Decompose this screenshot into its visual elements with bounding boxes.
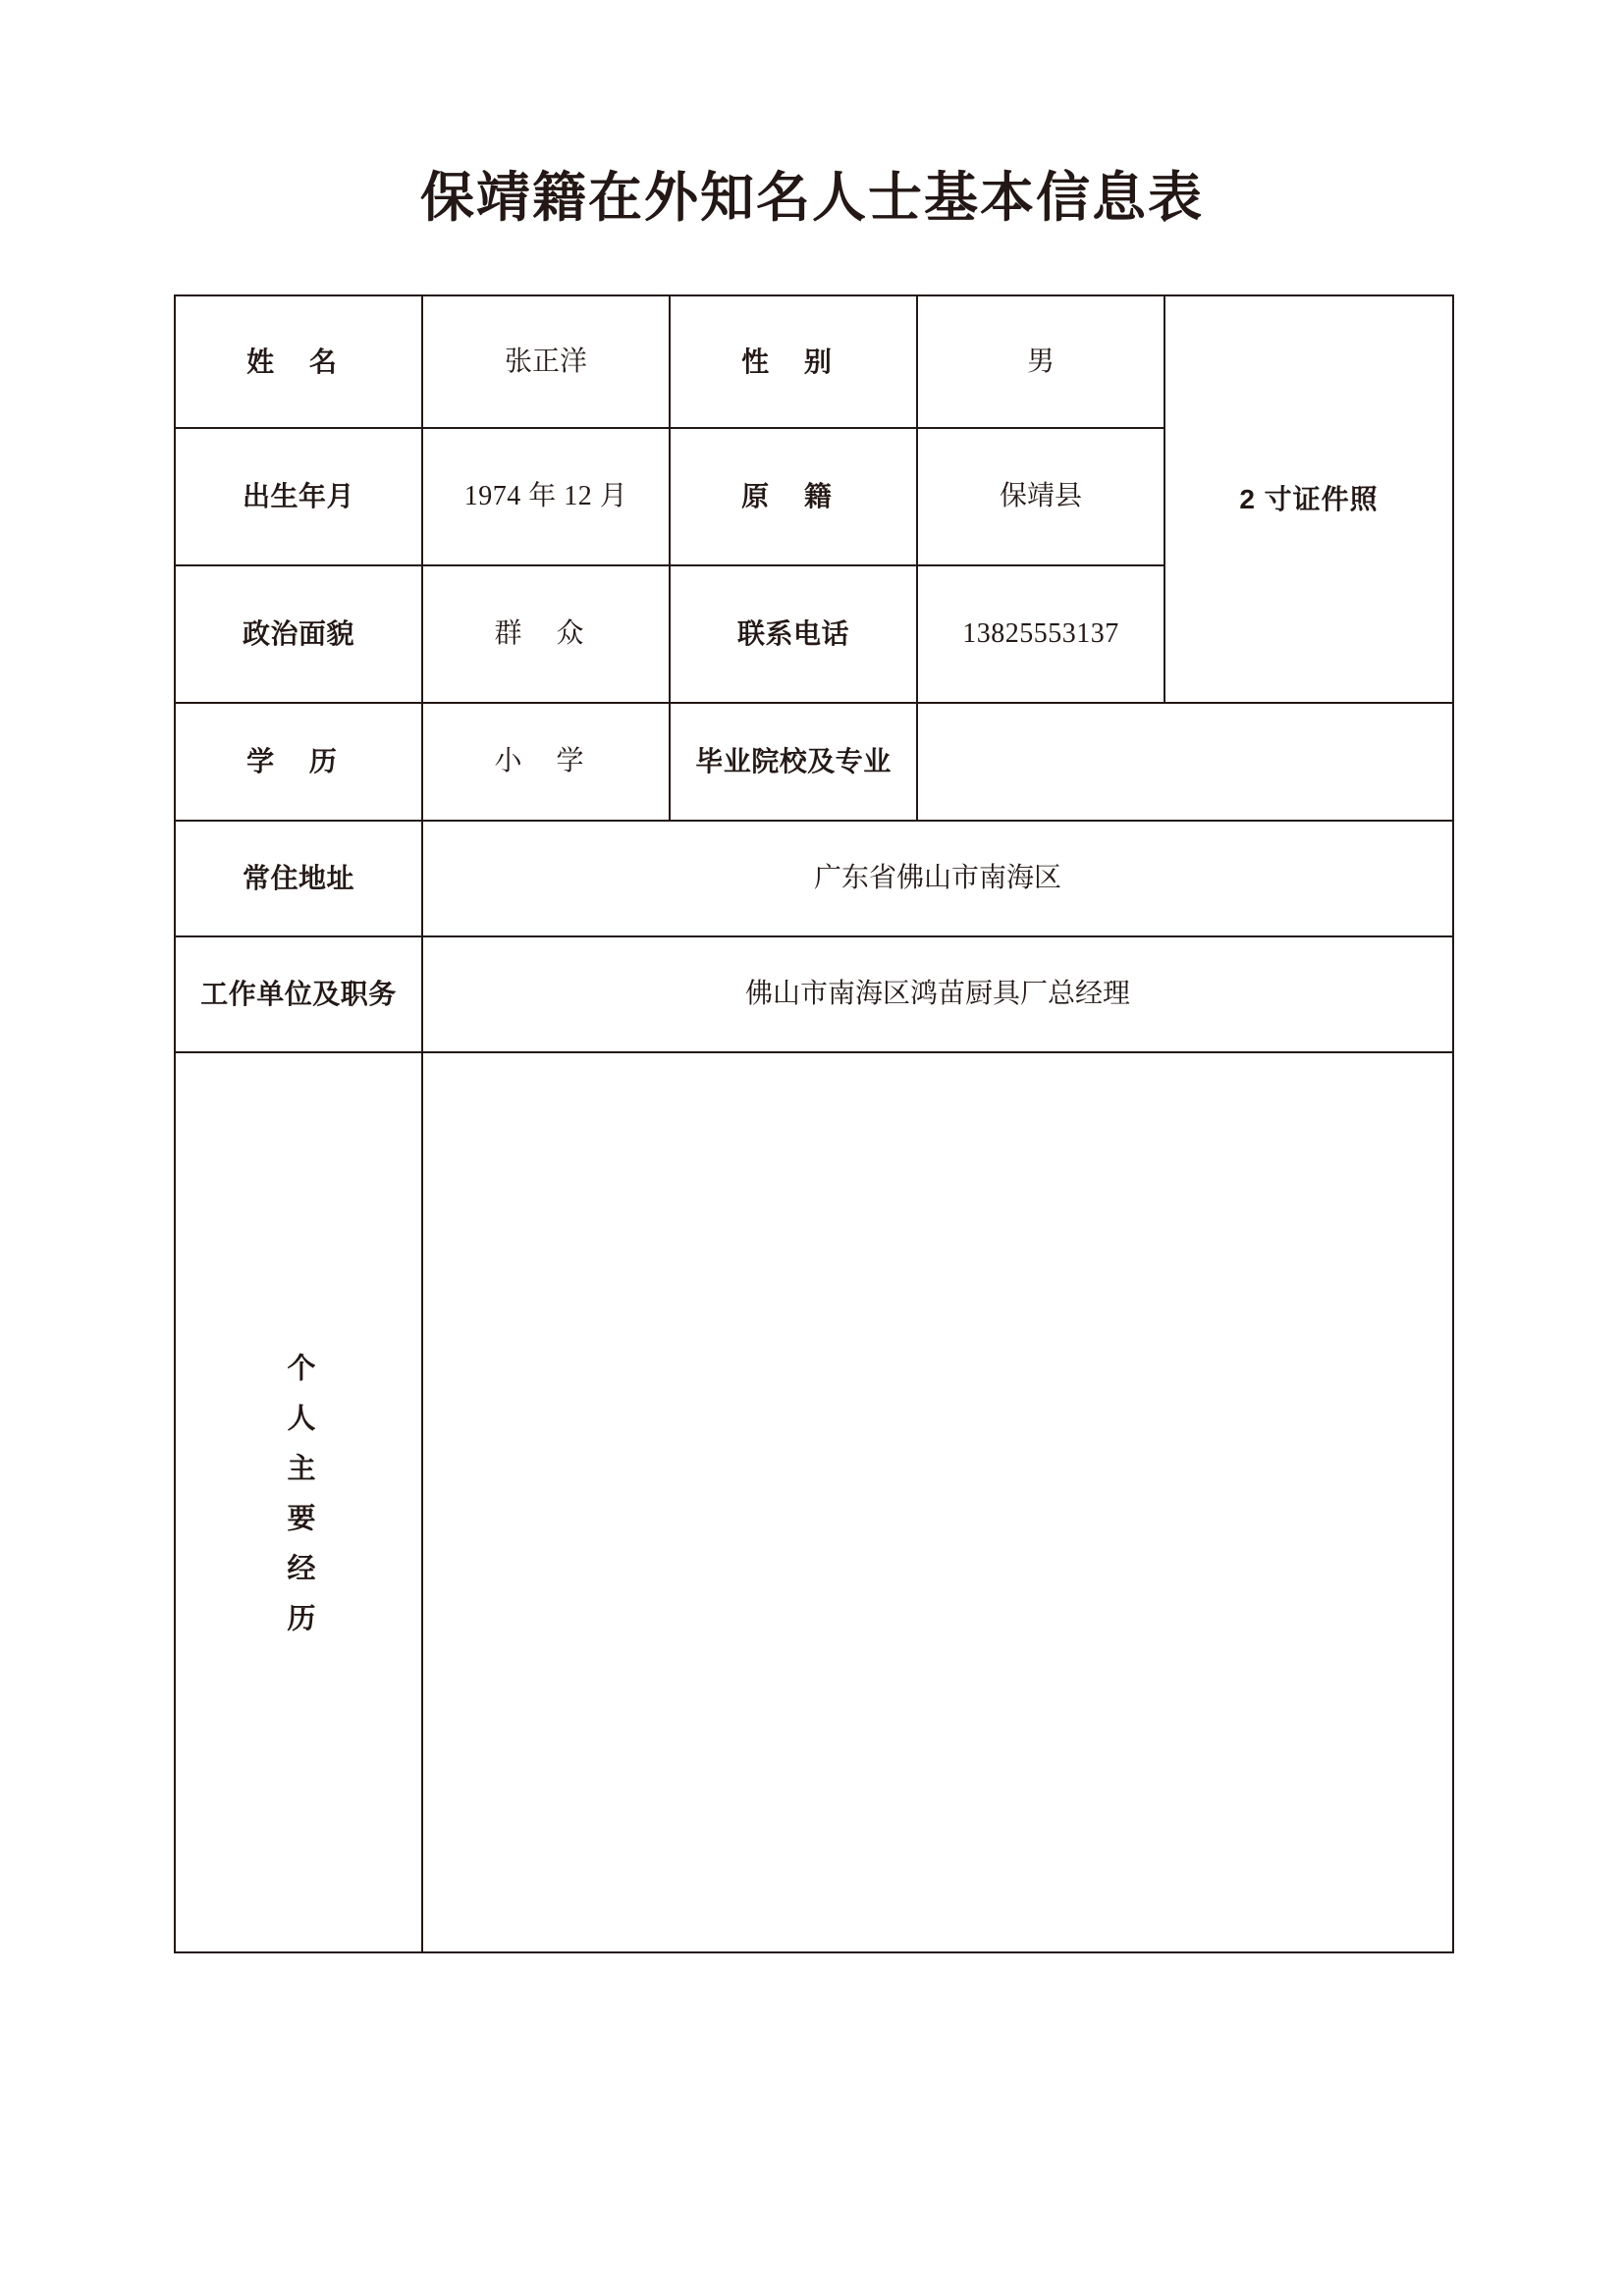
label-birth-date: 出生年月 xyxy=(175,428,422,565)
vertical-label-wrapper xyxy=(176,1053,421,1951)
value-phone: 13825553137 xyxy=(917,565,1164,703)
label-education: 学 历 xyxy=(175,703,422,821)
label-name: 姓 名 xyxy=(175,295,422,428)
value-work-unit: 佛山市南海区鸿苗厨具厂总经理 xyxy=(422,936,1453,1052)
value-gender: 男 xyxy=(917,295,1164,428)
label-phone: 联系电话 xyxy=(670,565,917,703)
label-address: 常住地址 xyxy=(175,821,422,936)
page-title: 保靖籍在外知名人士基本信息表 xyxy=(419,168,1204,228)
value-education: 小 学 xyxy=(422,703,670,821)
value-origin: 保靖县 xyxy=(917,428,1164,565)
value-birth-date: 1974 年 12 月 xyxy=(422,428,670,565)
value-address: 广东省佛山市南海区 xyxy=(422,821,1453,936)
label-experience: 个人主要经历 xyxy=(283,1352,315,1653)
value-name: 张正洋 xyxy=(422,295,670,428)
photo-placeholder-cell: 2 寸证件照 xyxy=(1164,295,1453,703)
table-row-address xyxy=(175,821,1453,936)
label-origin: 原 籍 xyxy=(670,428,917,565)
value-experience xyxy=(422,1052,1453,1952)
label-work-unit: 工作单位及职务 xyxy=(175,936,422,1052)
value-school-major xyxy=(917,703,1453,821)
table-row-education xyxy=(175,703,1453,821)
label-political-status: 政治面貌 xyxy=(175,565,422,703)
table-row-name xyxy=(175,295,1453,428)
label-gender: 性 别 xyxy=(670,295,917,428)
personal-info-table xyxy=(174,294,1454,1953)
table-row-experience xyxy=(175,1052,1453,1952)
label-school-major: 毕业院校及专业 xyxy=(670,703,917,821)
label-experience-cell xyxy=(175,1052,422,1952)
table-row-work-unit xyxy=(175,936,1453,1052)
value-political-status: 群 众 xyxy=(422,565,670,703)
